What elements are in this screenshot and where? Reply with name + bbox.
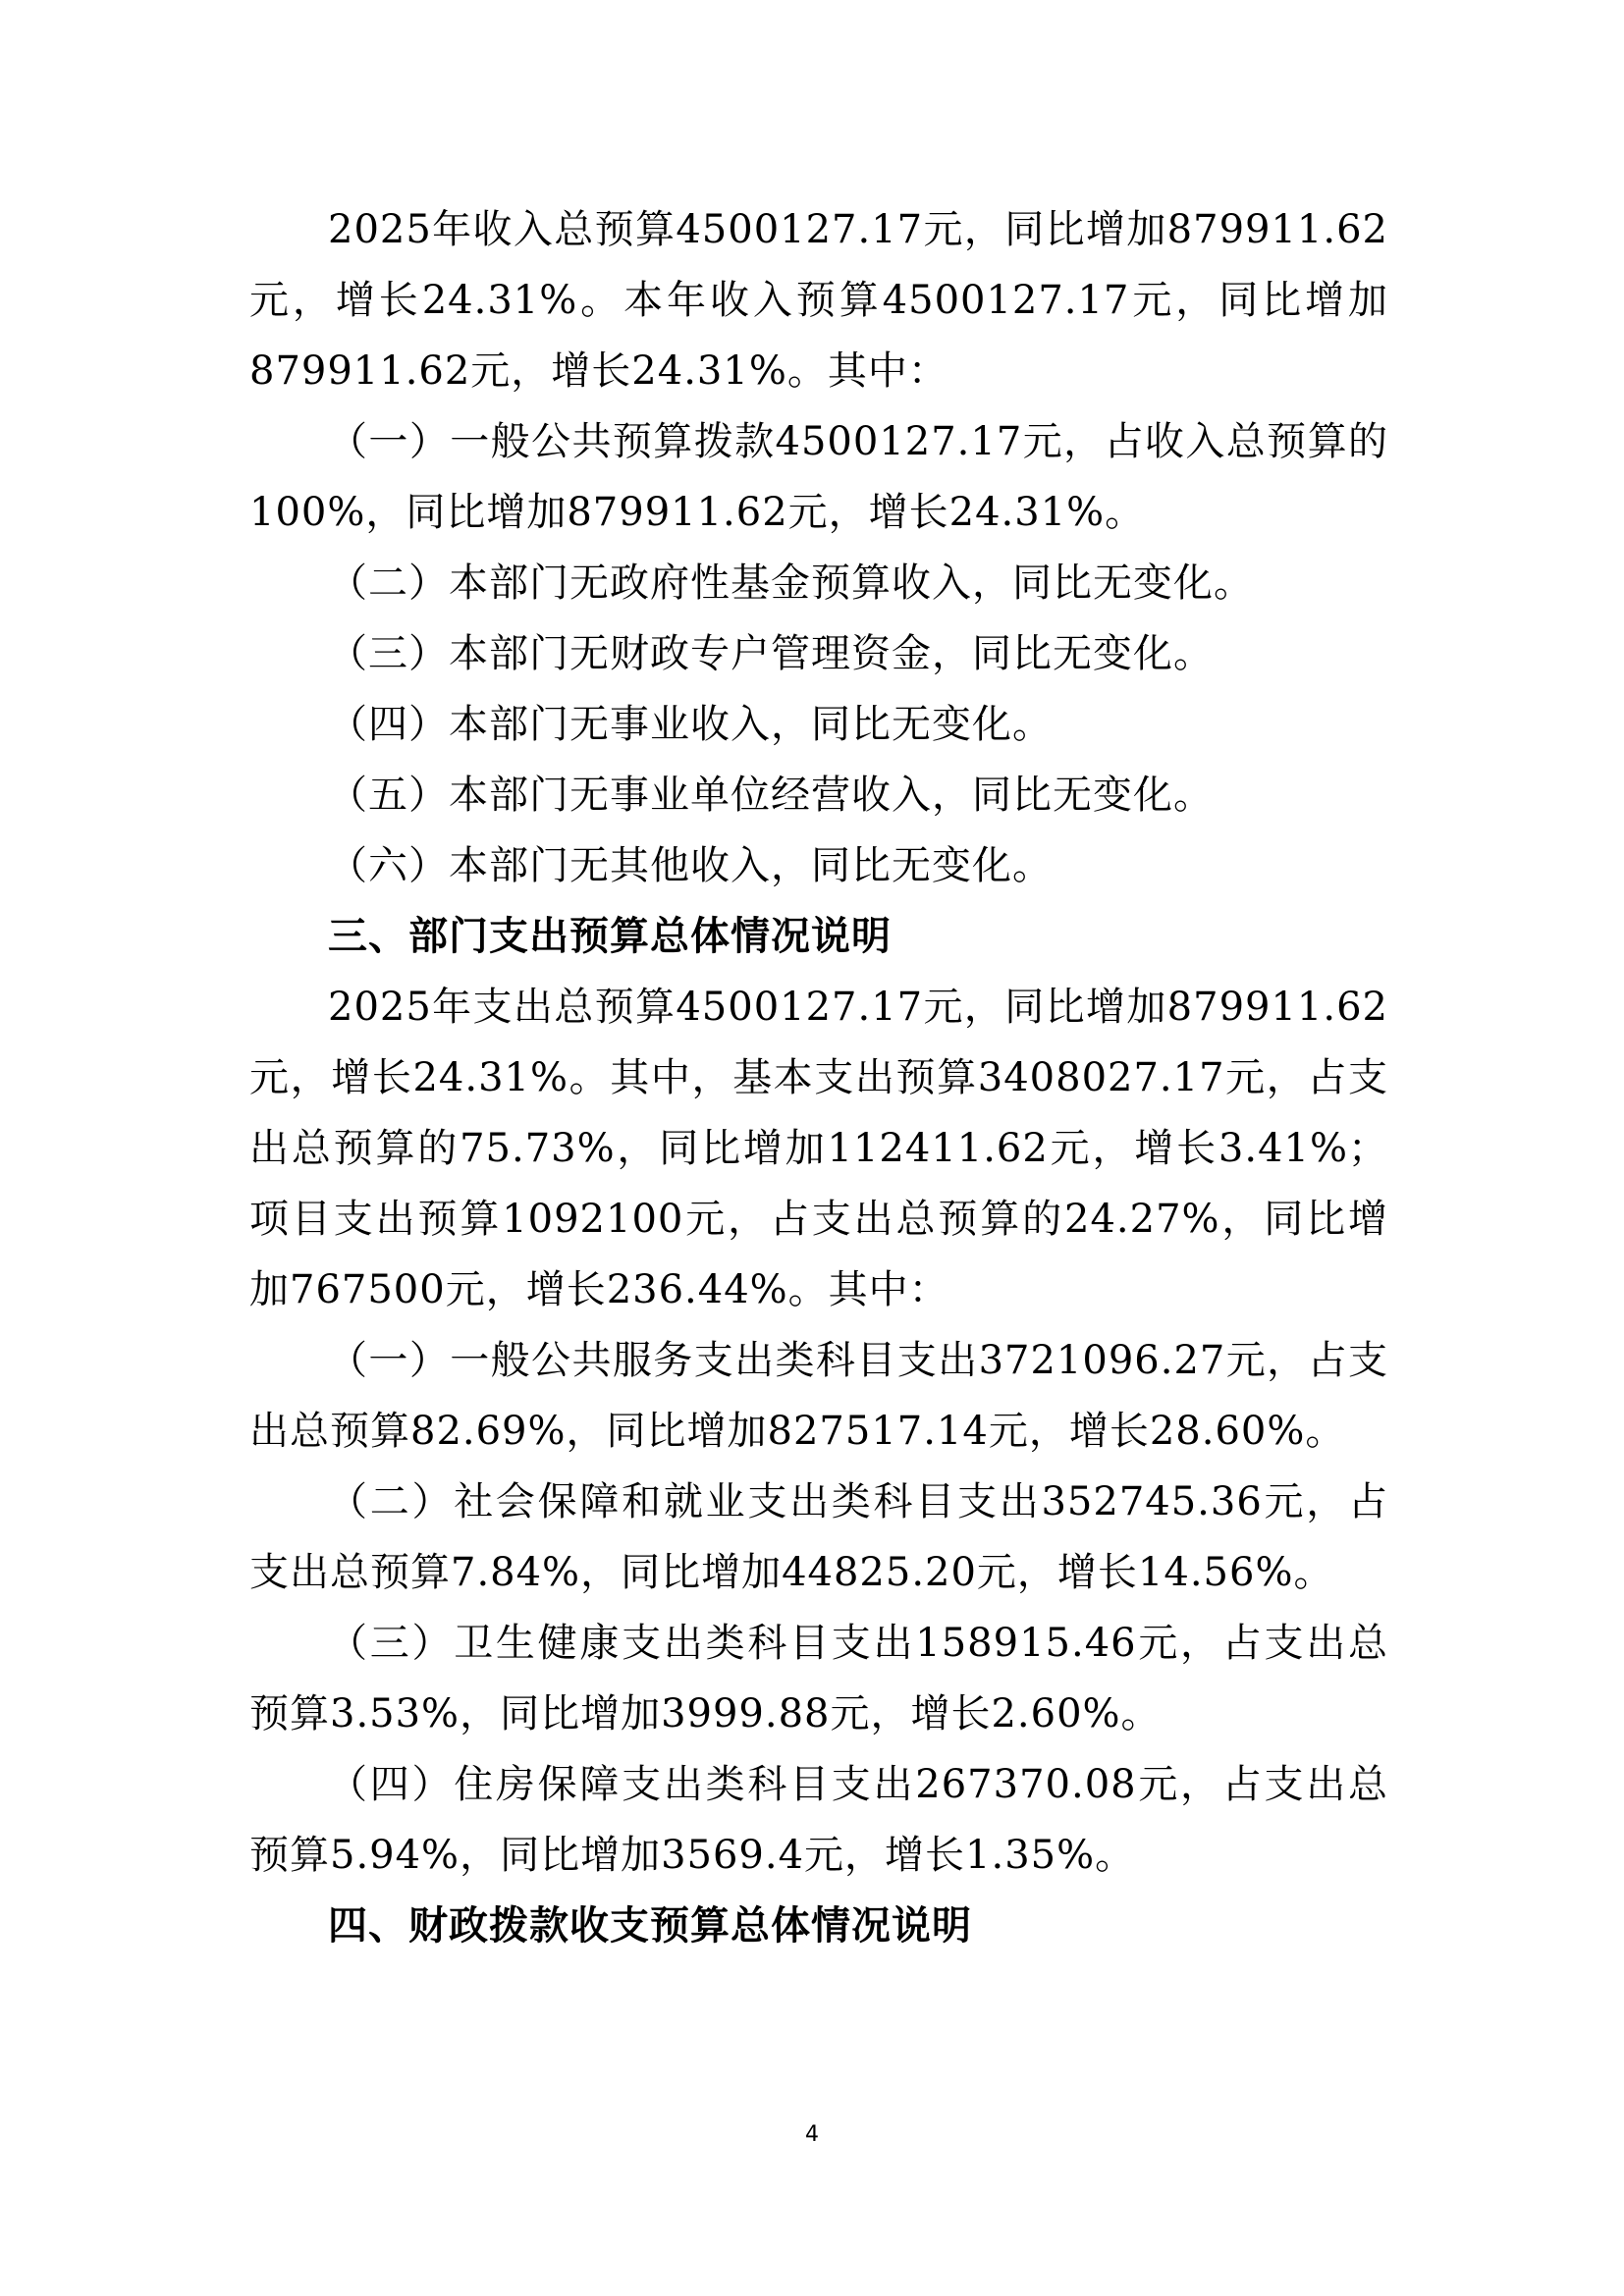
section-heading-expenditure: 三、部门支出预算总体情况说明	[328, 914, 892, 959]
document-body	[249, 194, 1388, 1961]
income-item-other-income: （六）本部门无其他收入，同比无变化。	[328, 843, 1053, 888]
expenditure-item-health: （三）卫生健康支出类科目支出158915.46元，占支出总预算3.53%，同比增加3999.88元，增长2.60%。	[249, 1621, 1388, 1736]
income-item-government-fund: （二）本部门无政府性基金预算收入，同比无变化。	[328, 561, 1254, 606]
income-total-paragraph: 2025年收入总预算4500127.17元，同比增加879911.62元，增长24.31%。本年收入预算4500127.17元，同比增加879911.62元，增长24.31%。其中：	[249, 207, 1388, 394]
income-item-business-income: （四）本部门无事业收入，同比无变化。	[328, 702, 1053, 747]
page-number: 4	[805, 2122, 819, 2147]
income-item-operating-income: （五）本部门无事业单位经营收入，同比无变化。	[328, 773, 1214, 818]
expenditure-total-paragraph: 2025年支出总预算4500127.17元，同比增加879911.62元，增长24.31%。其中，基本支出预算3408027.17元，占支出总预算的75.73%，同比增加112411.62元，增长3.41%；项目支出预算1092100元，占支出总预算的24.27%，同比增加767500元，增长236.44%。其中：	[249, 985, 1388, 1312]
expenditure-item-housing: （四）住房保障支出类科目支出267370.08元，占支出总预算5.94%，同比增加3569.4元，增长1.35%。	[249, 1762, 1388, 1878]
section-heading-fiscal-appropriation: 四、财政拨款收支预算总体情况说明	[328, 1903, 972, 1949]
income-item-general-budget: （一）一般公共预算拨款4500127.17元，占收入总预算的100%，同比增加879911.62元，增长24.31%。	[249, 419, 1388, 535]
expenditure-item-social-security: （二）社会保障和就业支出类科目支出352745.36元，占支出总预算7.84%，同比增加44825.20元，增长14.56%。	[249, 1479, 1388, 1595]
income-item-special-account: （三）本部门无财政专户管理资金，同比无变化。	[328, 631, 1214, 676]
expenditure-item-public-service: （一）一般公共服务支出类科目支出3721096.27元，占支出总预算82.69%，同比增加827517.14元，增长28.60%。	[249, 1338, 1388, 1454]
